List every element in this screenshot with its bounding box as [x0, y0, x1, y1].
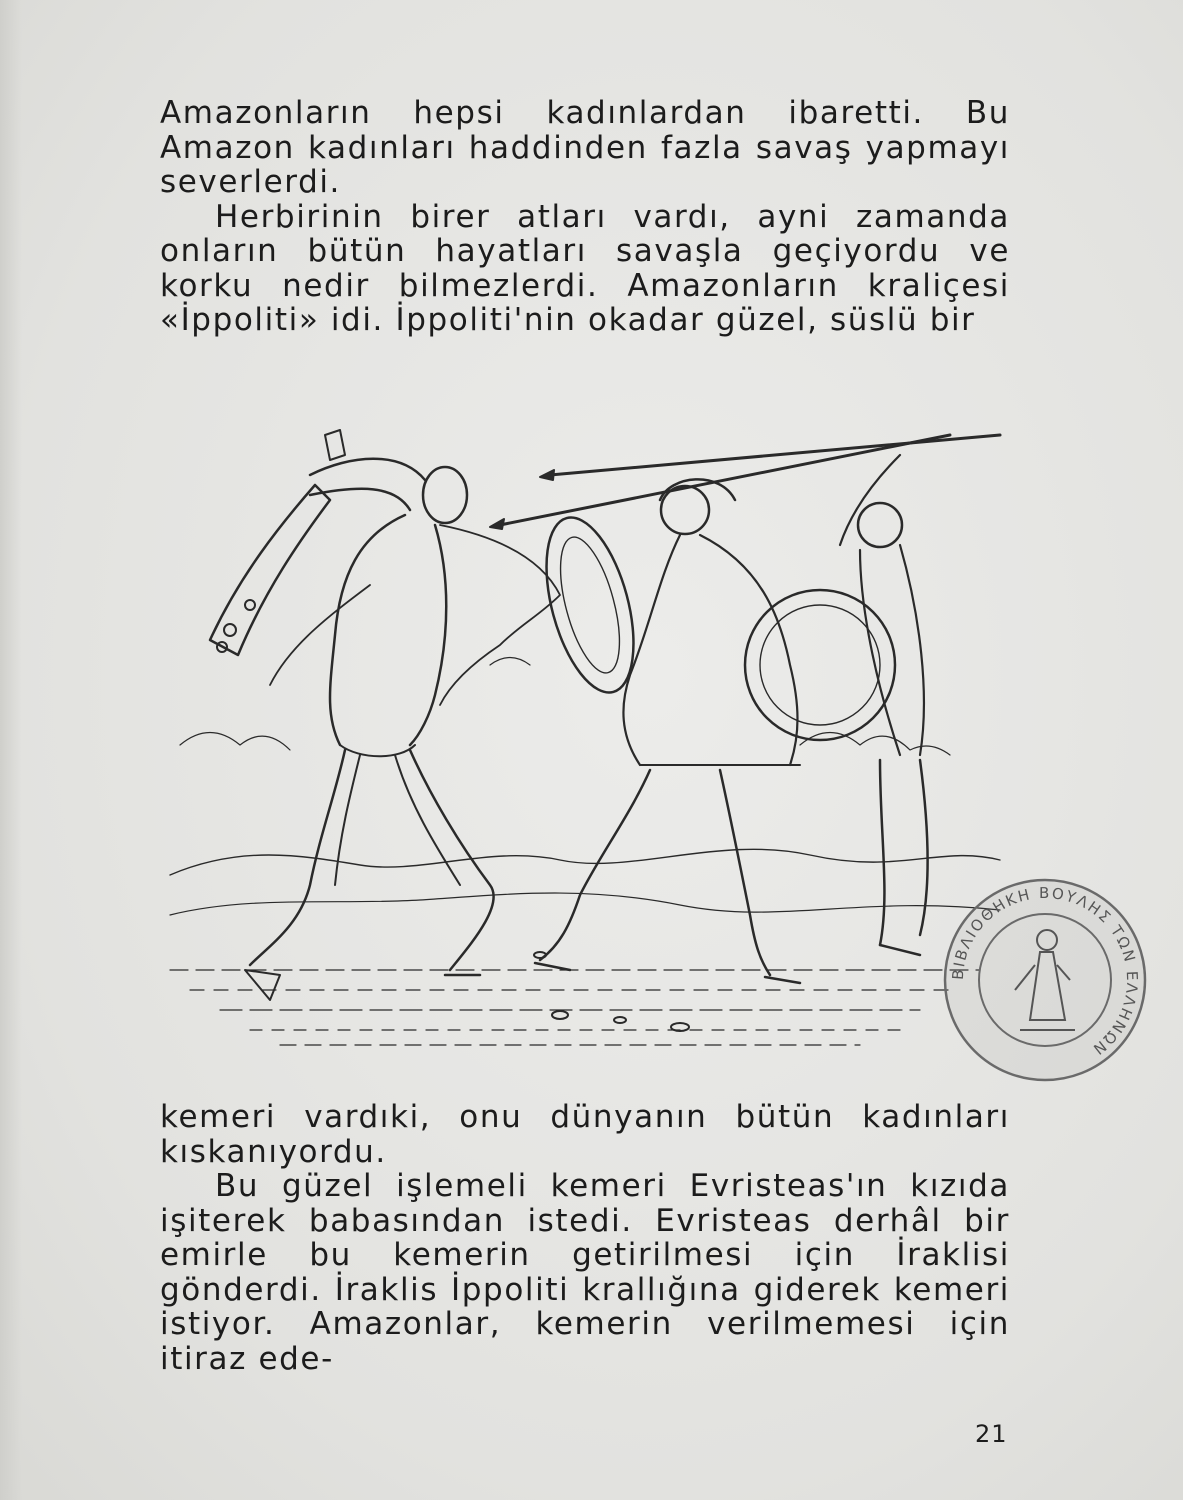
paragraph: Herbirinin birer atları vardı, ayni zamanda onların bütün hayatları savaşla geçiyordu ve korku nedir bilmezlerdi. Amazonların kraliçesi «İppoliti» idi. İppoliti'nin okadar güzel, süslü bir	[160, 198, 1010, 338]
text-block-top	[160, 96, 1010, 338]
page-number: 21	[975, 1420, 1008, 1448]
paragraph: kemeri vardıki, onu dünyanın bütün kadınları kıskanıyordu.	[160, 1099, 1010, 1170]
illustration-heracles-vs-amazons	[160, 415, 1010, 1065]
stamp-seal	[935, 870, 1155, 1090]
illustration-drawing	[160, 415, 1010, 1065]
library-stamp	[935, 870, 1155, 1090]
page-edge-shadow	[0, 0, 22, 1500]
stamp-text: ΒΙΒΛΙΟΘΗΚΗ ΒΟΥΛΗΣ ΤΩΝ ΕΛΛΗΝΩΝ	[948, 883, 1142, 1060]
text-block-bottom	[160, 1100, 1010, 1376]
paragraph: Bu güzel işlemeli kemeri Evristeas'ın kızıda işiterek babasından istedi. Evristeas derhâl bir emirle bu kemerin getirilmesi için İraklisi gönderdi. İraklis İppoliti krallığına giderek kemeri istiyor. Amazonlar, kemerin verilmemesi için itiraz ede-	[160, 1168, 1010, 1377]
paragraph: Amazonların hepsi kadınlardan ibaretti. Bu Amazon kadınları haddinden fazla savaş yapmayı severlerdi.	[160, 95, 1010, 200]
